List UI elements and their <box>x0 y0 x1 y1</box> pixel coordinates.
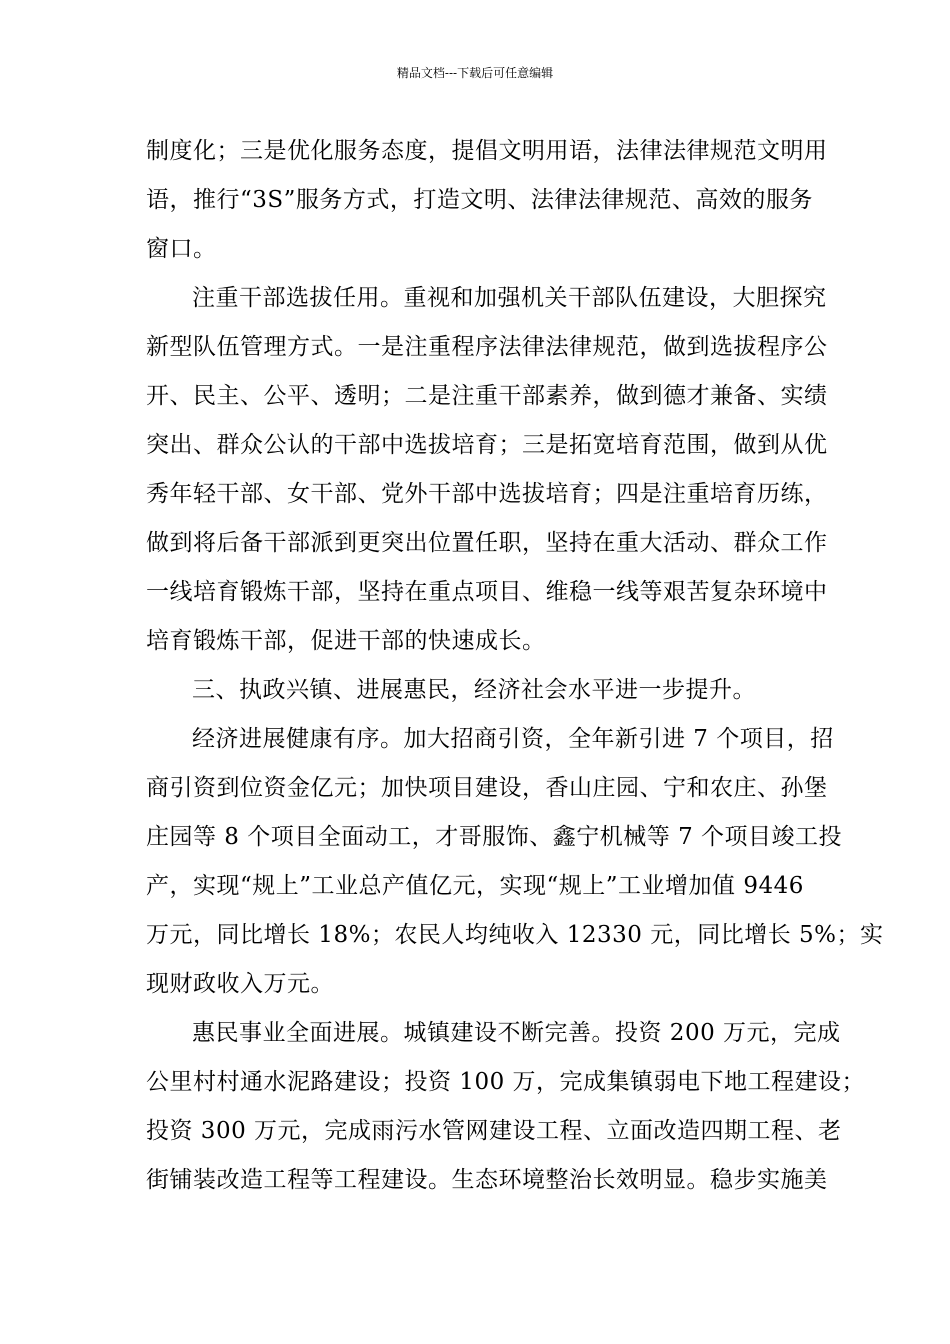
text-line: 秀年轻干部、女干部、党外干部中选拔培育；四是注重培育历练， <box>146 481 828 507</box>
text-line: 突出、群众公认的干部中选拔培育；三是拓宽培育范围，做到从优 <box>146 432 828 458</box>
text-line: 商引资到位资金亿元；加快项目建设，香山庄园、宁和农庄、孙堡 <box>146 775 828 801</box>
text-line: 做到将后备干部派到更突出位置任职，坚持在重大活动、群众工作 <box>146 530 828 556</box>
paragraph-first-line: 注重干部选拔任用。重视和加强机关干部队伍建设，大胆探究 <box>192 285 827 311</box>
text-line: 培育锻炼干部，促进干部的快速成长。 <box>146 628 546 654</box>
text-line: 语，推行“3S”服务方式，打造文明、法律法律规范、高效的服务 <box>146 187 813 213</box>
text-line: 一线培育锻炼干部，坚持在重点项目、维稳一线等艰苦复杂环境中 <box>146 579 828 605</box>
text-line: 公里村村通水泥路建设；投资 100 万，完成集镇弱电下地工程建设； <box>146 1069 866 1095</box>
text-line: 新型队伍管理方式。一是注重程序法律法律规范，做到选拔程序公 <box>146 334 828 360</box>
text-line: 庄园等 8 个项目全面动工，才哥服饰、鑫宁机械等 7 个项目竣工投 <box>146 824 843 850</box>
text-line: 街铺装改造工程等工程建设。生态环境整治长效明显。稳步实施美 <box>146 1167 828 1193</box>
text-line: 产，实现“规上”工业总产值亿元，实现“规上”工业增加值 9446 <box>146 873 804 899</box>
paragraph-first-line: 经济进展健康有序。加大招商引资，全年新引进 7 个项目，招 <box>192 726 834 752</box>
page-header: 精品文档---下载后可任意编辑 <box>396 66 554 80</box>
section-heading: 三、执政兴镇、进展惠民，经济社会水平进一步提升。 <box>192 677 756 703</box>
text-line: 现财政收入万元。 <box>146 971 334 997</box>
text-line: 万元，同比增长 18%；农民人均纯收入 12330 元，同比增长 5%；实 <box>146 922 884 948</box>
text-line: 制度化；三是优化服务态度，提倡文明用语，法律法律规范文明用 <box>146 138 828 164</box>
text-line: 窗口。 <box>146 236 217 262</box>
text-line: 开、民主、公平、透明；二是注重干部素养，做到德才兼备、实绩 <box>146 383 828 409</box>
text-line: 投资 300 万元，完成雨污水管网建设工程、立面改造四期工程、老 <box>146 1118 842 1144</box>
paragraph-first-line: 惠民事业全面进展。城镇建设不断完善。投资 200 万元，完成 <box>192 1020 841 1046</box>
